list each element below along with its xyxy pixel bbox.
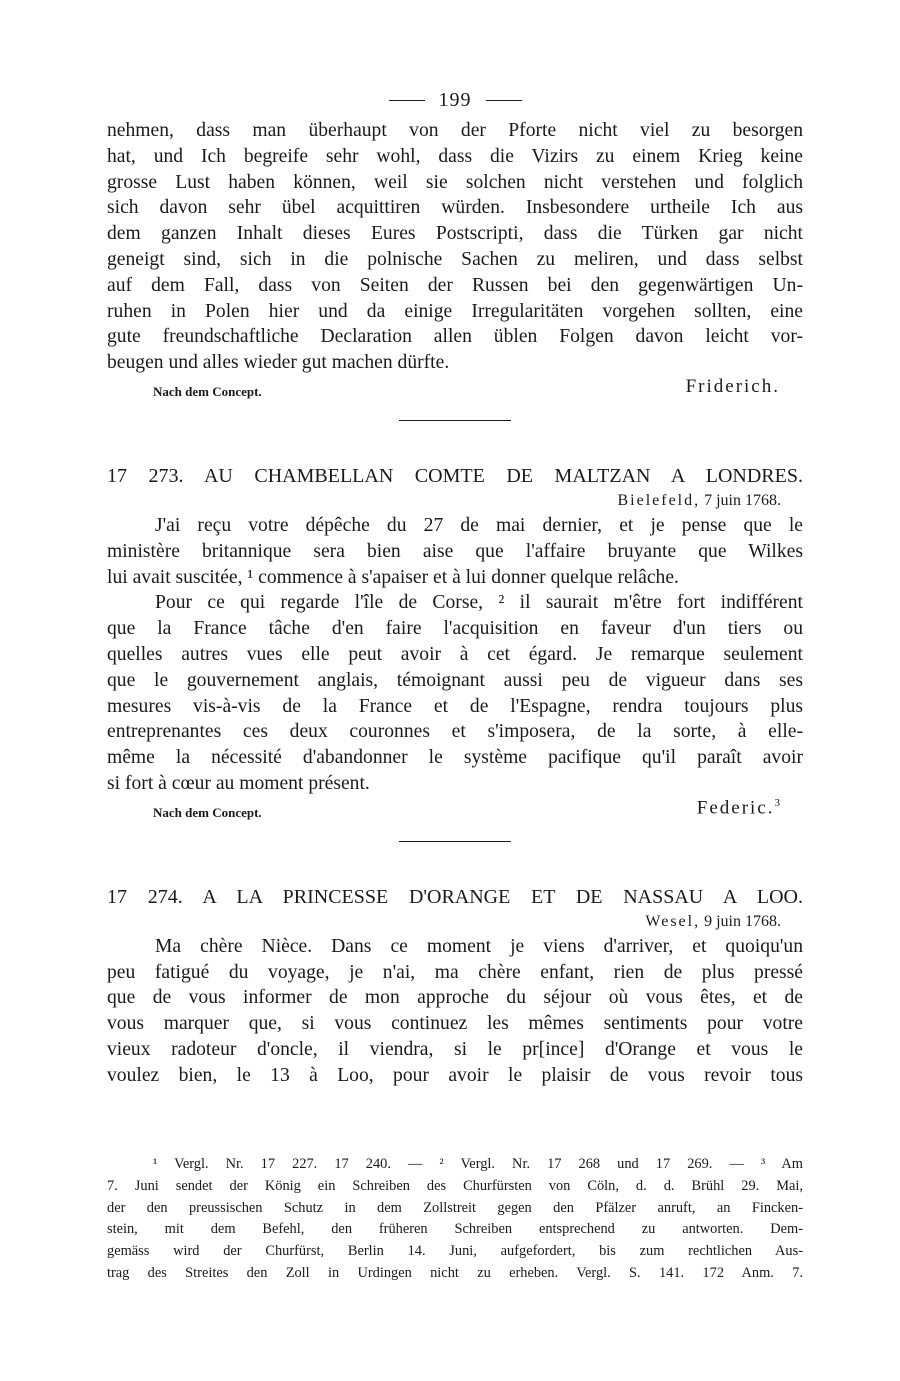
signature-text: Federic. xyxy=(696,797,775,819)
text-line: lui avait suscitée, ¹ commence à s'apaiser et à lui donner quelque relâche. xyxy=(107,566,679,588)
text-line: dem ganzen Inhalt dieses Eures Postscripti, dass die Türken gar nicht xyxy=(107,223,803,245)
dateline xyxy=(107,910,803,934)
text-line: beugen und alles wieder gut machen dürfte. xyxy=(107,352,450,374)
footnote-line: stein, mit dem Befehl, den früheren Schreiben entsprechend zu antworten. Dem- xyxy=(107,1221,803,1238)
footnote-ref: 3 xyxy=(774,796,780,809)
text-line: nehmen, dass man überhaupt von der Pforte nicht viel zu besorgen xyxy=(107,120,803,141)
text-line: même la nécessité d'abandonner le système pacifique qu'il paraît avoir xyxy=(107,747,803,769)
signature: Friderich. xyxy=(685,375,780,397)
letter-title: 17 274. A LA PRINCESSE D'ORANGE ET DE NASSAU A LOO. xyxy=(107,885,803,908)
text-line: si fort à cœur au moment présent. xyxy=(107,772,370,794)
footnote-line: 7. Juni sendet der König ein Schreiben des Churfürsten von Cöln, d. d. Brühl 29. Mai, xyxy=(107,1177,803,1194)
text-line: gute freundschaftliche Declaration allen üblen Folgen davon leicht vor- xyxy=(107,326,803,348)
signature-row xyxy=(107,376,803,402)
dateline-place: Wesel, xyxy=(645,912,701,930)
text-line: voulez bien, le 13 à Loo, pour avoir le plaisir de vous revoir tous xyxy=(107,1064,803,1086)
text-line: Pour ce qui regarde l'île de Corse, ² il saurait m'être fort indifférent xyxy=(155,592,803,614)
footnote-line: gemäss wird der Churfürst, Berlin 14. Juni, aufgefordert, bis zum rechtlichen Aus- xyxy=(107,1243,803,1260)
text-line: vieux radoteur d'oncle, il viendra, si le pr[ince] d'Orange et vous le xyxy=(107,1038,803,1060)
text-line: geneigt sind, sich in die polnische Sachen zu meliren, und dass selbst xyxy=(107,248,803,270)
text-line: que le gouvernement anglais, témoignant aussi peu de vigueur dans ses xyxy=(107,669,803,691)
page-header xyxy=(107,86,803,114)
footnote-line: trag des Streites den Zoll in Urdingen nicht zu erheben. Vergl. S. 141. 172 Anm. 7. xyxy=(107,1264,803,1281)
text-line: grosse Lust haben können, weil sie solchen nicht verstehen und folglich xyxy=(107,171,803,193)
text-line: J'ai reçu votre dépêche du 27 de mai dernier, et je pense que le xyxy=(155,514,803,536)
text-line: que la France tâche d'en faire l'acquisition en faveur d'un tiers ou xyxy=(107,618,803,640)
text-line: que de vous informer de mon approche du séjour où vous êtes, et de xyxy=(107,987,803,1009)
letter-paragraph xyxy=(107,934,803,1089)
text-line: vous marquer que, si vous continuez les mêmes sentiments pour votre xyxy=(107,1013,803,1035)
footnote-line: ¹ Vergl. Nr. 17 227. 17 240. — ² Vergl. Nr. 17 268 und 17 269. — ³ Am xyxy=(153,1156,803,1172)
dateline xyxy=(107,489,803,513)
dateline-date: 7 juin 1768. xyxy=(704,491,781,509)
source-note: Nach dem Concept. xyxy=(153,804,262,820)
page-body xyxy=(107,86,803,1089)
footnote-line: der den preussischen Schutz in dem Zollstreit gegen den Pfälzer anruft, an Fincken- xyxy=(107,1199,803,1216)
text-line: ministère britannique sera bien aise que l'affaire bruyante que Wilkes xyxy=(107,540,803,562)
source-note: Nach dem Concept. xyxy=(153,383,262,399)
dateline-date: 9 juin 1768. xyxy=(704,912,781,930)
header-rule-right xyxy=(486,100,522,101)
dateline-place: Bielefeld, xyxy=(617,491,701,509)
text-line: sich davon sehr übel acquittiren würden. Insbesondere urtheile Ich aus xyxy=(107,197,803,219)
text-line: Ma chère Nièce. Dans ce moment je viens d'arriver, et quoiqu'un xyxy=(155,935,803,957)
text-line: ruhen in Polen hier und da einige Irregularitäten vorgehen sollten, eine xyxy=(107,300,803,322)
letter-paragraph xyxy=(107,590,803,796)
signature xyxy=(697,797,780,819)
text-line: peu fatigué du voyage, je n'ai, ma chère enfant, rien de plus pressé xyxy=(107,961,803,983)
letter-paragraph xyxy=(107,513,803,590)
header-rule-left xyxy=(389,100,425,101)
letter-title: 17 273. AU CHAMBELLAN COMTE DE MALTZAN A LONDRES. xyxy=(107,464,803,487)
text-line: entreprenantes ces deux couronnes et s'imposera, de la sorte, à elle- xyxy=(107,721,803,743)
text-line: auf dem Fall, dass von Seiten der Russen bei den gegenwärtigen Un- xyxy=(107,274,803,296)
continuation-paragraph xyxy=(107,118,803,376)
signature-row xyxy=(107,797,803,823)
text-line: quelles autres vues elle peut avoir à cet égard. Je remarque seulement xyxy=(107,643,803,665)
text-line: hat, und Ich begreife sehr wohl, dass die Vizirs zu einem Krieg keine xyxy=(107,145,803,167)
page-number: 199 xyxy=(438,88,472,111)
text-line: mesures vis-à-vis de la France et de l'Espagne, rendra toujours plus xyxy=(107,695,803,717)
footnotes xyxy=(107,1154,803,1285)
